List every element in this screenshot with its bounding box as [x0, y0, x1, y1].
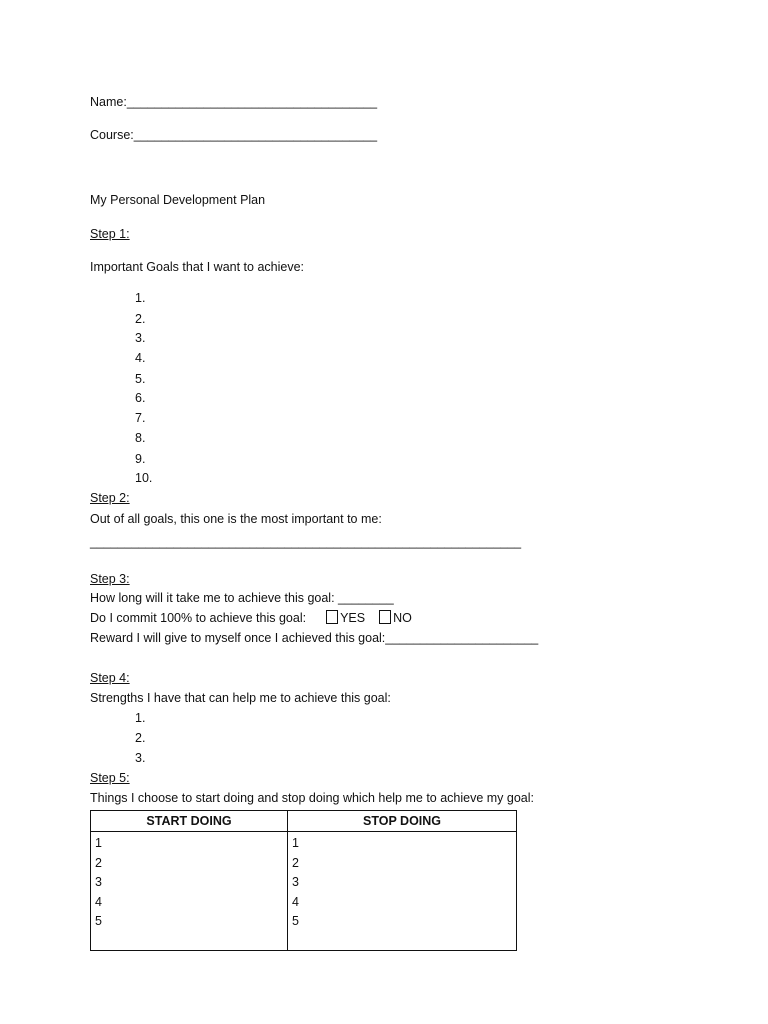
list-item: 4. [135, 351, 146, 365]
list-item: 10. [135, 471, 153, 485]
list-item: 7. [135, 411, 146, 425]
step2-answer-line[interactable]: ______________________________________________________________ [90, 535, 522, 549]
start-stop-table [90, 810, 517, 951]
list-item: 2. [135, 731, 146, 745]
list-item: 6. [135, 391, 146, 405]
list-item: 9. [135, 452, 146, 466]
list-item: 2 [292, 855, 299, 870]
step5-prompt: Things I choose to start doing and stop doing which help me to achieve my goal: [90, 791, 535, 805]
table-header-row [91, 811, 517, 832]
step3-heading: Step 3: [90, 572, 130, 586]
step2-heading: Step 2: [90, 491, 130, 505]
list-item: 2 [95, 855, 102, 870]
list-item: 1. [135, 711, 146, 725]
name-field[interactable]: Name:____________________________________ [90, 95, 378, 109]
step1-heading: Step 1: [90, 227, 130, 241]
list-item: 3 [292, 875, 299, 889]
list-item: 2. [135, 312, 146, 326]
no-label: NO [393, 611, 412, 625]
list-item: 3. [135, 751, 146, 765]
table-row [91, 832, 517, 951]
list-item: 8. [135, 431, 146, 445]
start-doing-cell[interactable] [91, 832, 288, 951]
list-item: 1 [292, 836, 299, 850]
list-item: 1 [95, 836, 102, 850]
step3-reward[interactable]: Reward I will give to myself once I achieved this goal:______________________ [90, 631, 539, 645]
start-doing-header: START DOING [91, 811, 288, 832]
yes-checkbox[interactable] [326, 610, 338, 624]
step3-commit-question: Do I commit 100% to achieve this goal: [90, 611, 307, 625]
step4-heading: Step 4: [90, 671, 130, 685]
list-item: 5 [292, 914, 299, 928]
step3-commit-row [90, 610, 412, 626]
list-item: 3 [95, 875, 102, 889]
list-item: 1. [135, 291, 146, 305]
course-field[interactable]: Course:___________________________________ [90, 128, 378, 142]
step2-prompt: Out of all goals, this one is the most important to me: [90, 512, 382, 526]
stop-doing-header: STOP DOING [288, 811, 517, 832]
page-title: My Personal Development Plan [90, 193, 266, 207]
step3-how-long[interactable]: How long will it take me to achieve this goal: ________ [90, 591, 394, 605]
no-checkbox[interactable] [379, 610, 391, 624]
list-item: 3. [135, 331, 146, 345]
list-item: 4 [292, 894, 299, 909]
list-item: 5 [95, 914, 102, 928]
yes-label: YES [340, 611, 366, 625]
step4-prompt: Strengths I have that can help me to achieve this goal: [90, 691, 391, 705]
stop-doing-cell[interactable] [288, 832, 517, 951]
list-item: 5. [135, 372, 146, 386]
step1-prompt: Important Goals that I want to achieve: [90, 260, 305, 274]
step5-heading: Step 5: [90, 771, 130, 785]
list-item: 4 [95, 894, 102, 909]
